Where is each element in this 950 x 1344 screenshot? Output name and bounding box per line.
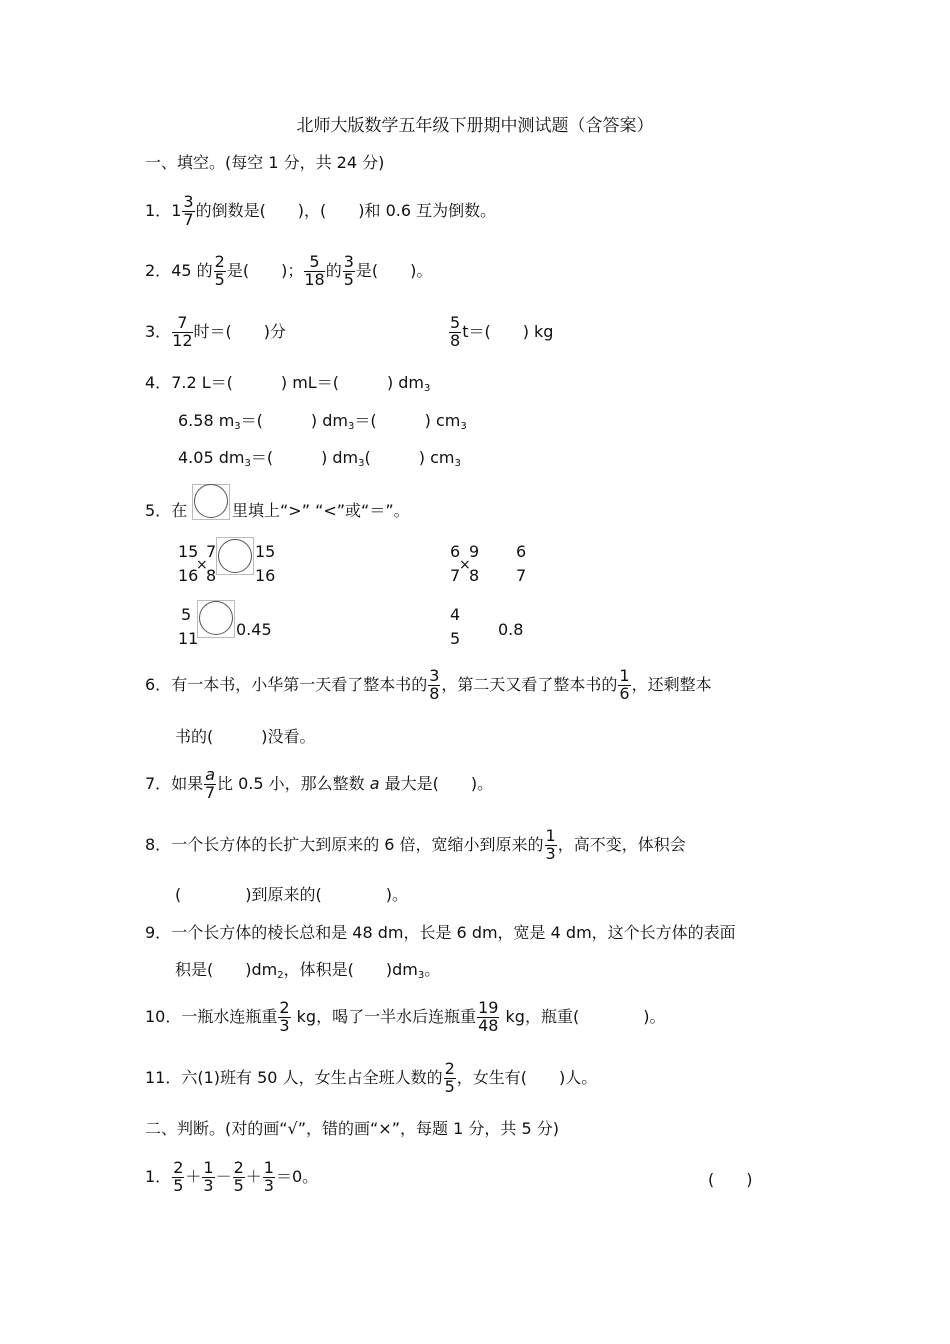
fraction-denominator: 8	[206, 566, 217, 585]
fraction-numerator: 7	[206, 542, 217, 561]
fraction: $\frac{5}{18}$	[304, 252, 325, 289]
question-text: 最大是( )。	[379, 773, 494, 793]
fraction: $\frac{1}{3}$	[263, 1158, 274, 1195]
question-number: 10．	[145, 1006, 182, 1026]
fraction: $\frac{2}{5}$	[214, 252, 225, 289]
fraction: $\frac{a}{7}$	[205, 765, 216, 802]
question-6-line-2: 书的( )没看。	[175, 727, 316, 746]
fraction: $\frac{1}{3}$	[545, 826, 556, 863]
superscript: 3	[358, 458, 365, 469]
question-text: 的倒数是( )，( )和 0.6 互为倒数。	[195, 200, 497, 220]
times-sign: ×	[196, 557, 208, 573]
question-text: ，第二天又看了整本书的	[441, 674, 618, 694]
answer-parentheses[interactable]: ( )	[708, 1170, 753, 1189]
fraction: $\frac{2}{5}$	[444, 1059, 455, 1096]
section-1-heading: 一、填空。(每空 1 分，共 24 分)	[145, 153, 385, 172]
mixed-whole: 1	[171, 200, 182, 220]
question-number: 3．	[145, 321, 172, 341]
page-title: 北师大版数学五年级下册期中测试题（含答案）	[296, 116, 654, 136]
fraction: $\frac{2}{5}$	[233, 1158, 244, 1195]
question-8-line-2: ( )到原来的( )。	[175, 885, 408, 904]
fraction: $\frac{3}{5}$	[343, 252, 354, 289]
question-text: 7.2 L＝( ) mL＝( ) dm	[171, 373, 425, 392]
question-number: 4．	[145, 373, 172, 392]
question-text: ＝0。	[275, 1166, 319, 1186]
question-text: 时＝( )分	[193, 321, 287, 341]
fraction: $\frac{7}{12}$	[172, 313, 193, 350]
question-text: t＝( ) kg	[462, 321, 554, 341]
question-6-line-1	[145, 668, 712, 703]
fraction: $\frac{1}{6}$	[619, 666, 630, 703]
question-text: ，女生有( )人。	[456, 1067, 598, 1087]
comparison-circle[interactable]	[218, 539, 252, 573]
superscript: 2	[277, 970, 284, 981]
question-number: 7．	[145, 773, 172, 793]
question-text: 的	[325, 260, 342, 280]
superscript: 3	[348, 421, 355, 432]
fraction: $\frac{1}{3}$	[203, 1158, 214, 1195]
question-9-line-2	[175, 960, 441, 981]
question-text: ( ) cm	[364, 448, 455, 467]
question-number: 6．	[145, 674, 172, 694]
question-text: ＝( ) dm	[250, 448, 359, 467]
question-text: 是( )；	[226, 260, 304, 280]
fraction: $\frac{19}{48}$	[478, 998, 499, 1035]
question-text: 如果	[171, 773, 204, 793]
question-text: 。	[424, 960, 441, 979]
question-3a	[145, 315, 286, 350]
fraction-denominator: 8	[469, 566, 480, 585]
question-2	[145, 254, 432, 289]
question-text: 一瓶水连瓶重	[181, 1006, 278, 1026]
question-4-line-2	[178, 411, 467, 432]
question-text: 在	[171, 501, 188, 520]
fraction-denominator: 7	[516, 566, 527, 585]
question-text: 有一本书，小华第一天看了整本书的	[171, 674, 428, 694]
question-11	[145, 1061, 597, 1096]
fraction-numerator: 6	[516, 542, 527, 561]
superscript: 3	[244, 458, 251, 469]
superscript: 3	[424, 383, 431, 394]
question-text: ，还剩整本	[631, 674, 712, 694]
fraction-denominator: 5	[450, 629, 461, 648]
decimal-value: 0.45	[236, 620, 272, 639]
fraction-numerator: 6	[450, 542, 461, 561]
superscript: 3	[460, 421, 467, 432]
superscript: 3	[454, 458, 461, 469]
question-text: 一个长方体的棱长总和是 48 dm，长是 6 dm，宽是 4 dm，这个长方体的表面	[171, 923, 736, 942]
decimal-value: 0.8	[498, 620, 524, 639]
fraction: $\frac{2}{5}$	[173, 1158, 184, 1195]
question-10	[145, 1000, 665, 1035]
fraction-numerator: 9	[469, 542, 480, 561]
fraction: $\frac{5}{8}$	[450, 313, 461, 350]
fraction-denominator: 11	[178, 629, 199, 648]
question-1	[145, 194, 496, 229]
question-5-text: 里填上“>” “<”或“＝”。	[232, 501, 410, 520]
question-text: ＝( ) dm	[240, 411, 348, 430]
fraction-denominator: 16	[178, 566, 199, 585]
question-number: 8．	[145, 834, 172, 854]
comparison-circle[interactable]	[199, 601, 233, 635]
question-3b	[448, 315, 553, 350]
fraction-denominator: 16	[255, 566, 276, 585]
operator: ＋	[245, 1166, 262, 1186]
question-text: 是( )。	[355, 260, 433, 280]
question-4-line-3	[178, 448, 461, 469]
operator: ＋	[185, 1166, 202, 1186]
superscript: 3	[417, 970, 425, 981]
question-text: kg，喝了一半水后连瓶重	[291, 1006, 477, 1026]
question-8-line-1	[145, 828, 686, 863]
question-text: 积是( )dm	[175, 960, 278, 979]
judge-question-1	[145, 1160, 318, 1195]
question-text: 一个长方体的长扩大到原来的 6 倍，宽缩小到原来的	[171, 834, 544, 854]
fraction-numerator: 15	[255, 542, 276, 561]
fraction: $\frac{2}{3}$	[279, 998, 290, 1035]
question-text: 45 的	[171, 260, 213, 280]
operator: －	[215, 1166, 232, 1186]
comparison-circle[interactable]	[194, 484, 228, 518]
question-text: ，高不变，体积会	[557, 834, 686, 854]
question-9-line-1	[145, 925, 736, 941]
question-4-line-1	[145, 373, 431, 394]
question-5	[145, 503, 187, 519]
question-number: 1．	[145, 1166, 172, 1186]
question-text: kg，瓶重( )。	[500, 1006, 666, 1026]
fraction-numerator: 5	[181, 605, 192, 624]
superscript: 3	[234, 421, 241, 432]
fraction-numerator: 15	[178, 542, 199, 561]
fraction: $\frac{3}{7}$	[183, 192, 194, 229]
question-text: 六(1)班有 50 人，女生占全班人数的	[181, 1067, 443, 1087]
question-number: 5．	[145, 501, 172, 520]
question-text: ，体积是( )dm	[283, 960, 418, 979]
fraction-numerator: 4	[450, 605, 461, 624]
question-number: 11．	[145, 1067, 182, 1087]
fraction-denominator: 7	[450, 566, 461, 585]
fraction: $\frac{3}{8}$	[429, 666, 440, 703]
question-text: ＝( ) cm	[354, 411, 461, 430]
section-2-heading: 二、判断。(对的画“√”，错的画“×”，每题 1 分，共 5 分)	[145, 1119, 559, 1138]
question-text: 6.58 m	[178, 411, 235, 430]
variable-a: a	[369, 773, 380, 793]
question-text: 4.05 dm	[178, 448, 245, 467]
question-7	[145, 767, 493, 802]
question-number: 2．	[145, 260, 172, 280]
times-sign: ×	[459, 557, 471, 573]
question-text: 比 0.5 小，那么整数	[217, 773, 370, 793]
question-number: 1．	[145, 200, 172, 220]
question-number: 9．	[145, 923, 172, 942]
